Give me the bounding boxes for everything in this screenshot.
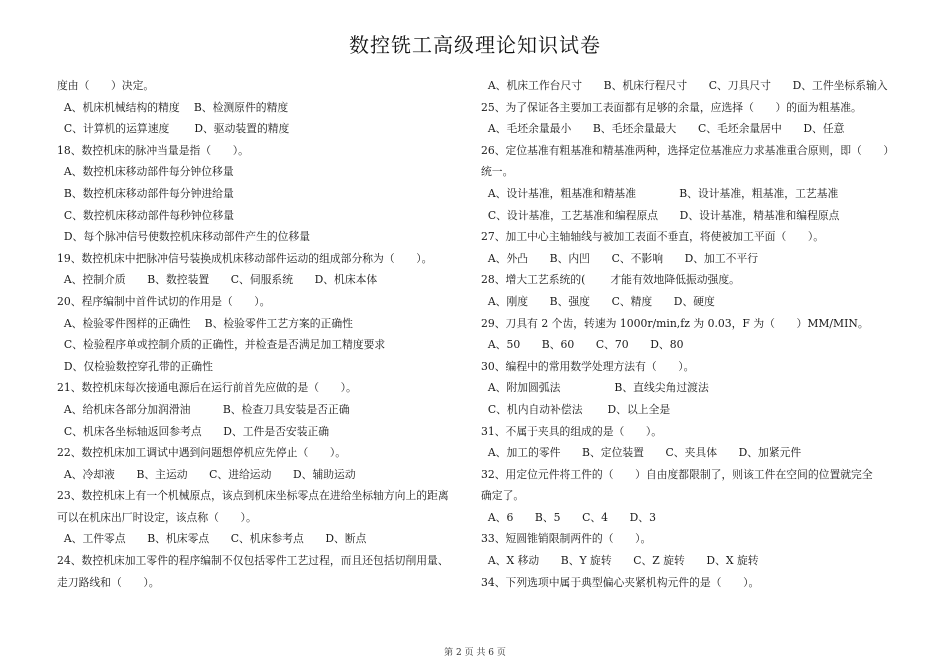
text-line: A、附加圆弧法 B、直线尖角过渡法 [481, 381, 709, 395]
text-line: C、机床各坐标轴返回参考点 D、工件是否安装正确 [57, 424, 330, 438]
text-line: C、计算机的运算速度 D、驱动装置的精度 [57, 122, 290, 136]
text-line: 24、数控机床加工零件的程序编制不仅包括零件工艺过程，而且还包括切削用量、 [57, 554, 449, 568]
text-line: A、刚度 B、强度 C、精度 D、硬度 [481, 294, 715, 308]
text-line: C、机内自动补偿法 D、以上全是 [481, 402, 671, 416]
text-line: C、检验程序单或控制介质的正确性，并检查是否满足加工精度要求 [57, 338, 386, 352]
text-line: A、工件零点 B、机床零点 C、机床参考点 D、断点 [57, 532, 367, 546]
text-line: A、50 B、60 C、70 D、80 [481, 338, 684, 352]
text-line: A、给机床各部分加润滑油 B、检查刀具安装是否正确 [57, 402, 350, 416]
text-line: A、检验零件图样的正确性 B、检验零件工艺方案的正确性 [57, 316, 353, 330]
text-line: A、机床工作台尺寸 B、机床行程尺寸 C、刀具尺寸 D、工件坐标系输入 [481, 79, 888, 92]
right-column [481, 75, 901, 593]
text-line: C、设计基准，工艺基准和编程原点 D、设计基准，精基准和编程原点 [481, 208, 840, 222]
left-column [57, 75, 477, 593]
text-line: 23、数控机床上有一个机械原点，该点到机床坐标零点在进给坐标轴方向上的距离 [57, 489, 449, 503]
text-line: A、设计基准，粗基准和精基准 B、设计基准，粗基准，工艺基准 [481, 186, 839, 200]
text-line: 31、不属于夹具的组成的是（ ）。 [481, 424, 663, 438]
text-line: 30、编程中的常用数学处理方法有（ ）。 [481, 359, 695, 373]
text-line: A、加工的零件 B、定位装置 C、夹具体 D、加紧元件 [481, 446, 802, 460]
page-title: 数控铣工高级理论知识试卷 [349, 33, 601, 57]
text-line: 20、程序编制中首件试切的作用是（ ）。 [57, 294, 271, 308]
text-line: B、数控机床移动部件每分钟进给量 [57, 186, 234, 200]
text-line: A、毛坯余量最小 B、毛坯余量最大 C、毛坯余量居中 D、任意 [481, 122, 845, 136]
text-line: 22、数控机床加工调试中遇到问题想停机应先停止（ ）。 [57, 446, 347, 460]
text-line: D、仅检验数控穿孔带的正确性 [57, 359, 213, 373]
text-line: 32、用定位元件将工件的（ ）自由度都限制了，则该工件在空间的位置就完全 [481, 467, 873, 481]
text-line: 21、数控机床每次接通电源后在运行前首先应做的是（ ）。 [57, 381, 357, 395]
text-line: A、机床机械结构的精度 B、检测原件的精度 [57, 100, 289, 114]
text-line: 33、短圆锥销限制两件的（ ）。 [481, 532, 652, 546]
text-line: A、控制介质 B、数控装置 C、伺服系统 D、机床本体 [57, 273, 378, 287]
text-line: 统一。 [481, 165, 514, 179]
text-line: 可以在机床出厂时设定，该点称（ ）。 [57, 510, 257, 524]
text-line: A、外凸 B、内凹 C、不影响 D、加工不平行 [481, 251, 759, 265]
text-line: 度由（ ）决定。 [57, 79, 155, 92]
text-line: 确定了。 [481, 489, 525, 503]
text-line: A、X 移动 B、Y 旋转 C、Z 旋转 D、X 旋转 [481, 554, 759, 568]
text-line: 28、增大工艺系统的( 才能有效地降低振动强度。 [481, 273, 740, 287]
page-number: 第 2 页 共 6 页 [444, 648, 506, 658]
text-line: 19、数控机床中把脉冲信号装换成机床移动部件运动的组成部分称为（ ）。 [57, 251, 433, 265]
text-line: C、数控机床移动部件每秒钟位移量 [57, 208, 235, 222]
text-line: 29、刀具有 2 个齿，转速为 1000r/min,fz 为 0.03，F 为（ ）MM/MIN。 [481, 316, 869, 330]
text-line: A、6 B、5 C、4 D、3 [481, 510, 656, 524]
text-line: 25、为了保证各主要加工表面都有足够的余量，应选择（ ）的面为粗基准。 [481, 100, 862, 114]
text-line: 27、加工中心主轴轴线与被加工表面不垂直，将使被加工平面（ ）。 [481, 230, 825, 244]
text-line: A、冷却液 B、主运动 C、进给运动 D、辅助运动 [57, 467, 356, 481]
text-line: 34、下列选项中属于典型偏心夹紧机构元件的是（ ）。 [481, 575, 760, 589]
text-line: 18、数控机床的脉冲当量是指（ ）。 [57, 143, 249, 157]
text-line: 走刀路线和（ ）。 [57, 575, 160, 589]
text-line: 26、定位基准有粗基准和精基准两种，选择定位基准应力求基准重合原则，即（ ） [481, 143, 895, 157]
text-line: D、每个脉冲信号使数控机床移动部件产生的位移量 [57, 230, 311, 244]
text-line: A、数控机床移动部件每分钟位移量 [57, 165, 234, 179]
